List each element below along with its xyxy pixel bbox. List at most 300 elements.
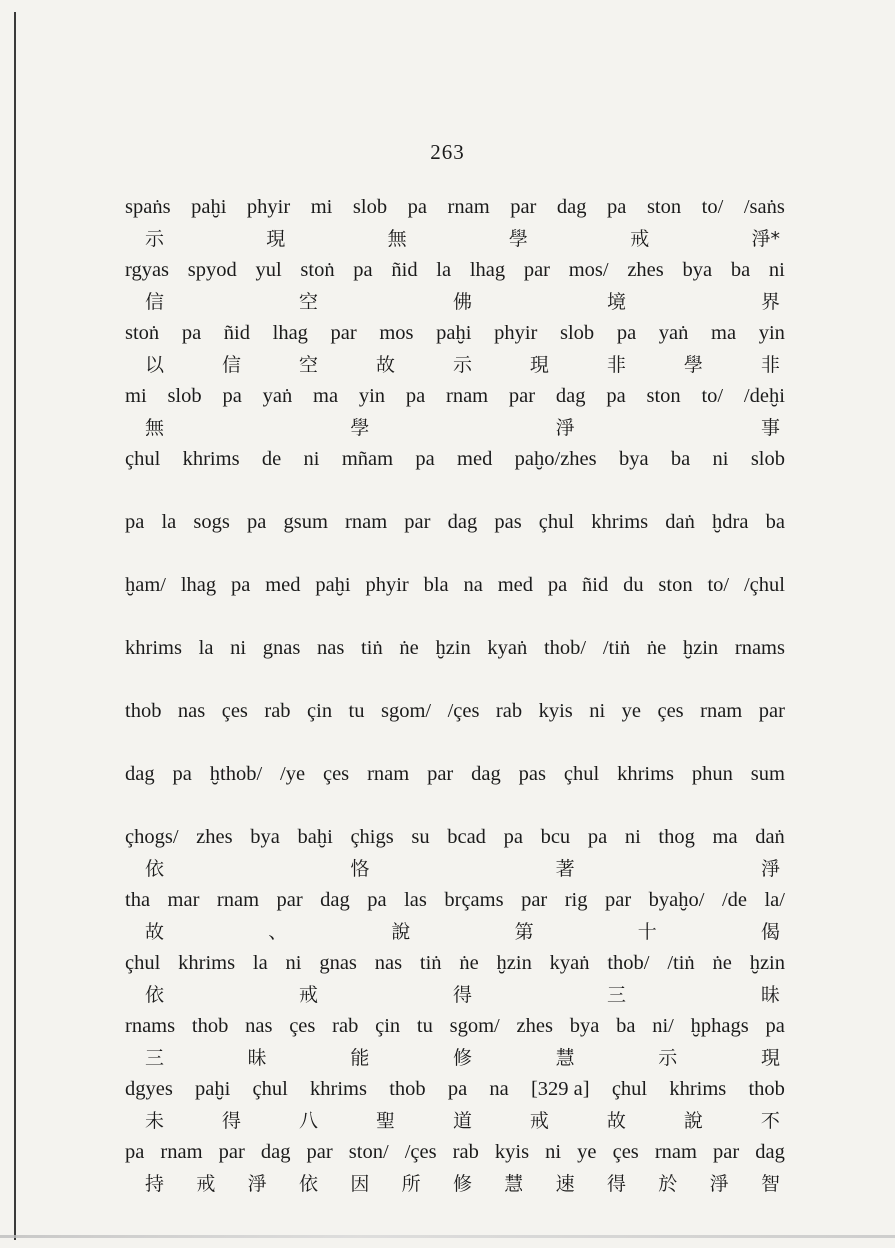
tibetan-word: rnams	[734, 637, 785, 659]
tibetan-word: rab	[332, 1015, 359, 1037]
chinese-gloss-char: 依	[145, 984, 165, 1006]
tibetan-word: to/	[707, 574, 730, 596]
tibetan-word: to/	[701, 385, 724, 407]
chinese-gloss-char: 十	[637, 921, 657, 943]
tibetan-word: daṅ	[755, 826, 785, 848]
tibetan-word: slob	[750, 448, 785, 470]
tibetan-word: na	[489, 1078, 509, 1100]
tibetan-word: thob	[125, 700, 162, 722]
tibetan-word: yul	[255, 259, 282, 281]
tibetan-word: ston/	[348, 1141, 389, 1163]
tibetan-word: ni	[712, 448, 729, 470]
tibetan-word: çhul	[563, 763, 600, 785]
chinese-gloss-line	[125, 227, 786, 251]
chinese-gloss-char: 不	[760, 1110, 780, 1132]
tibetan-word: zhes	[516, 1015, 553, 1037]
chinese-gloss-char: 界	[760, 291, 780, 313]
chinese-gloss-char: 說	[683, 1110, 703, 1132]
tibetan-word: ḫzin	[496, 952, 532, 974]
tibetan-line	[125, 698, 785, 724]
tibetan-word: paḫo/zhes	[514, 448, 597, 470]
tibetan-word: phyir	[365, 574, 409, 596]
tibetan-word: spaṅs	[125, 196, 171, 218]
tibetan-word: ni	[285, 952, 302, 974]
tibetan-word: pa	[606, 385, 626, 407]
tibetan-word: ba	[670, 448, 691, 470]
chinese-gloss-char: 得	[606, 1173, 626, 1195]
tibetan-word: rnams	[125, 1015, 176, 1037]
tibetan-word: mar	[167, 889, 200, 911]
tibetan-word: çes	[657, 700, 684, 722]
chinese-gloss-line	[125, 353, 786, 377]
chinese-gloss-char: 故	[145, 921, 165, 943]
chinese-gloss-char: 昧	[760, 984, 780, 1006]
tibetan-word: bya	[250, 826, 280, 848]
tibetan-word: ḫzin	[682, 637, 719, 659]
tibetan-line	[125, 509, 785, 535]
chinese-gloss-char: 現	[760, 1047, 780, 1069]
tibetan-word: çes	[322, 763, 350, 785]
chinese-gloss-char: 智	[760, 1173, 780, 1195]
chinese-gloss-char: 淨	[709, 1173, 729, 1195]
tibetan-word: khrims	[310, 1078, 367, 1100]
tibetan-word: slob	[560, 322, 595, 344]
tibetan-word: la	[161, 511, 177, 533]
chinese-gloss-char: 偈	[760, 921, 780, 943]
tibetan-word: dag	[260, 1141, 291, 1163]
tibetan-word: khrims	[182, 448, 240, 470]
tibetan-word: par	[276, 889, 303, 911]
chinese-gloss-char: 因	[350, 1173, 370, 1195]
tibetan-word: khrims	[178, 952, 236, 974]
tibetan-word: phyir	[494, 322, 538, 344]
tibetan-word: /saṅs	[743, 196, 785, 218]
tibetan-word: çes	[612, 1141, 639, 1163]
tibetan-word: ḫthob/	[209, 763, 263, 785]
chinese-gloss-char: 速	[555, 1173, 575, 1195]
tibetan-word: ba	[730, 259, 751, 281]
tibetan-word: pa	[172, 763, 192, 785]
tibetan-word: par	[605, 889, 632, 911]
chinese-gloss-char: 淨*	[751, 228, 780, 250]
tibetan-line	[125, 446, 785, 472]
tibetan-word: ni	[303, 448, 320, 470]
tibetan-word: thob/	[607, 952, 650, 974]
chinese-gloss-char: 淨	[555, 417, 575, 439]
tibetan-word: pa	[125, 511, 145, 533]
chinese-gloss-char: 淨	[247, 1173, 267, 1195]
tibetan-word: dag	[320, 889, 350, 911]
chinese-gloss-char: 信	[145, 291, 165, 313]
tibetan-word: daṅ	[665, 511, 695, 533]
tibetan-line	[125, 257, 785, 283]
tibetan-word: la	[252, 952, 268, 974]
tibetan-word: paḫi	[315, 574, 351, 596]
tibetan-word: pa	[125, 1141, 145, 1163]
tibetan-word: ma	[712, 826, 738, 848]
tibetan-word: slob	[167, 385, 202, 407]
tibetan-line	[125, 887, 785, 913]
tibetan-word: yaṅ	[658, 322, 689, 344]
chinese-gloss-char: 非	[760, 354, 780, 376]
tibetan-word: kyis	[494, 1141, 530, 1163]
chinese-gloss-char: 三	[606, 984, 626, 1006]
tibetan-word: bla	[423, 574, 449, 596]
chinese-gloss-char: 故	[375, 354, 395, 376]
tibetan-word: las	[404, 889, 427, 911]
tibetan-word: sum	[750, 763, 785, 785]
chinese-gloss-char: 事	[760, 417, 780, 439]
tibetan-word: çin	[375, 1015, 401, 1037]
chinese-gloss-char: 、	[268, 921, 288, 943]
tibetan-word: /tiṅ	[667, 952, 695, 974]
tibetan-word: yin	[358, 385, 386, 407]
tibetan-word: yaṅ	[262, 385, 293, 407]
tibetan-word: par	[218, 1141, 245, 1163]
tibetan-word: brçams	[444, 889, 504, 911]
tibetan-word: dag	[755, 1141, 785, 1163]
tibetan-word: ba	[765, 511, 785, 533]
chinese-gloss-char: 恪	[350, 858, 370, 880]
tibetan-word: /de	[721, 889, 747, 911]
tibetan-word: pas	[494, 511, 522, 533]
tibetan-word: par	[508, 385, 536, 407]
tibetan-line	[125, 1013, 785, 1039]
tibetan-word: stoṅ	[125, 322, 160, 344]
tibetan-word: rnam	[447, 196, 490, 218]
chinese-gloss-char: 得	[221, 1110, 241, 1132]
chinese-gloss-char: 昧	[247, 1047, 267, 1069]
tibetan-word: nas	[374, 952, 403, 974]
tibetan-word: khrims	[617, 763, 675, 785]
tibetan-word: thog	[658, 826, 695, 848]
tibetan-line	[125, 950, 785, 976]
tibetan-word: thob	[389, 1078, 426, 1100]
tibetan-word: bya	[618, 448, 649, 470]
tibetan-word: pa	[230, 574, 251, 596]
chinese-gloss-char: 戒	[298, 984, 318, 1006]
tibetan-word: stoṅ	[300, 259, 335, 281]
tibetan-word: baḫi	[297, 826, 333, 848]
tibetan-word: dag	[555, 385, 586, 407]
chinese-gloss-char: 無	[387, 228, 407, 250]
tibetan-word: ston	[646, 385, 681, 407]
tibetan-word: sgom/	[449, 1015, 500, 1037]
tibetan-word: çhul	[125, 448, 161, 470]
tibetan-word: tu	[416, 1015, 433, 1037]
tibetan-word: pa	[547, 574, 568, 596]
tibetan-word: ṅe	[646, 637, 667, 659]
tibetan-word: rab	[495, 700, 523, 722]
chinese-gloss-char: 慧	[504, 1173, 524, 1195]
tibetan-word: khrims	[125, 637, 182, 659]
tibetan-word: gnas	[262, 637, 301, 659]
tibetan-word: ḫdra	[712, 511, 749, 533]
chinese-gloss-char: 依	[298, 1173, 318, 1195]
binding-edge-line	[14, 12, 16, 1240]
tibetan-word: ni	[545, 1141, 562, 1163]
tibetan-word: la	[436, 259, 452, 281]
chinese-gloss-char: 慧	[555, 1047, 575, 1069]
tibetan-word: na	[463, 574, 483, 596]
tibetan-word: /çes	[447, 700, 480, 722]
tibetan-word: paḫi	[195, 1078, 231, 1100]
chinese-gloss-char: 第	[514, 921, 534, 943]
tibetan-word: to/	[701, 196, 724, 218]
tibetan-line	[125, 1076, 785, 1102]
tibetan-word: yin	[758, 322, 785, 344]
tibetan-word: mos/	[568, 259, 609, 281]
tibetan-word: ston	[646, 196, 682, 218]
tibetan-word: çhigs	[350, 826, 394, 848]
tibetan-word: nas	[317, 637, 345, 659]
chinese-gloss-line	[125, 290, 786, 314]
tibetan-line	[125, 1139, 785, 1165]
chinese-gloss-char: 淨	[760, 858, 780, 880]
tibetan-line	[125, 635, 785, 661]
tibetan-word: kyis	[538, 700, 573, 722]
tibetan-word: pa	[607, 196, 627, 218]
chinese-gloss-char: 現	[529, 354, 549, 376]
tibetan-word: bcu	[540, 826, 571, 848]
tibetan-word: byaḫo/	[648, 889, 705, 911]
tibetan-word: phyir	[246, 196, 291, 218]
chinese-gloss-line	[125, 1172, 786, 1196]
chinese-gloss-char: 學	[508, 228, 528, 250]
tibetan-word: khrims	[591, 511, 649, 533]
tibetan-word: mi	[310, 196, 333, 218]
tibetan-word: par	[306, 1141, 333, 1163]
chinese-gloss-char: 三	[145, 1047, 165, 1069]
tibetan-word: dag	[125, 763, 155, 785]
tibetan-word: rnam	[700, 700, 743, 722]
tibetan-word: lhag	[469, 259, 506, 281]
tibetan-word: [329 a]	[530, 1078, 590, 1100]
tibetan-word: rnam	[160, 1141, 203, 1163]
tibetan-word: ñid	[582, 574, 609, 596]
tibetan-line	[125, 320, 785, 346]
tibetan-word: ḫzin	[749, 952, 785, 974]
tibetan-word: dag	[471, 763, 501, 785]
tibetan-word: ṅe	[459, 952, 479, 974]
chinese-gloss-char: 持	[145, 1173, 165, 1195]
tibetan-word: par	[330, 322, 357, 344]
chinese-gloss-char: 戒	[630, 228, 650, 250]
tibetan-word: paḫi	[436, 322, 472, 344]
tibetan-word: thob/	[543, 637, 587, 659]
tibetan-word: /deḫi	[743, 385, 785, 407]
chinese-gloss-char: 學	[350, 417, 370, 439]
tibetan-word: de	[261, 448, 282, 470]
tibetan-word: ni	[230, 637, 247, 659]
tibetan-word: spyod	[187, 259, 237, 281]
tibetan-word: ye	[577, 1141, 597, 1163]
chinese-gloss-char: 示	[145, 228, 165, 250]
tibetan-word: dgyes	[125, 1078, 173, 1100]
tibetan-word: ni	[589, 700, 606, 722]
tibetan-word: su	[411, 826, 430, 848]
tibetan-word: pa	[181, 322, 202, 344]
chinese-gloss-line	[125, 1109, 786, 1133]
tibetan-word: tha	[125, 889, 151, 911]
tibetan-word: par	[713, 1141, 740, 1163]
tibetan-word: slob	[352, 196, 388, 218]
page-number: 263	[430, 140, 465, 164]
tibetan-word: sogs	[193, 511, 230, 533]
tibetan-word: par	[404, 511, 431, 533]
tibetan-word: pa	[367, 889, 387, 911]
tibetan-word: khrims	[669, 1078, 727, 1100]
chinese-gloss-char: 學	[683, 354, 703, 376]
chinese-gloss-char: 無	[145, 417, 165, 439]
tibetan-word: ni	[624, 826, 641, 848]
tibetan-word: ḫam/	[125, 574, 166, 596]
tibetan-word: zhes	[627, 259, 664, 281]
tibetan-word: çhul	[125, 952, 161, 974]
tibetan-word: rgyas	[125, 259, 170, 281]
tibetan-word: ma	[313, 385, 339, 407]
tibetan-word: rnam	[216, 889, 260, 911]
tibetan-word: mñam	[341, 448, 394, 470]
tibetan-word: ṅe	[399, 637, 419, 659]
tibetan-word: /çhul	[743, 574, 785, 596]
chinese-gloss-char: 現	[266, 228, 286, 250]
chinese-gloss-char: 能	[350, 1047, 370, 1069]
tibetan-word: rnam	[654, 1141, 697, 1163]
tibetan-word: dag	[447, 511, 478, 533]
chinese-gloss-char: 未	[145, 1110, 165, 1132]
tibetan-word: thob	[748, 1078, 785, 1100]
tibetan-word: tiṅ	[419, 952, 442, 974]
tibetan-word: pa	[616, 322, 637, 344]
tibetan-word: nas	[177, 700, 206, 722]
tibetan-word: çhogs/	[125, 826, 179, 848]
chinese-gloss-char: 故	[606, 1110, 626, 1132]
tibetan-word: rig	[564, 889, 588, 911]
tibetan-line	[125, 761, 785, 787]
chinese-gloss-char: 八	[298, 1110, 318, 1132]
chinese-gloss-char: 聖	[375, 1110, 395, 1132]
tibetan-word: phun	[691, 763, 733, 785]
tibetan-word: çes	[221, 700, 248, 722]
tibetan-word: kyaṅ	[487, 637, 528, 659]
tibetan-word: ni	[768, 259, 785, 281]
page-bottom-edge	[0, 1235, 895, 1238]
tibetan-line	[125, 383, 785, 409]
tibetan-word: lhag	[272, 322, 308, 344]
tibetan-word: med	[497, 574, 533, 596]
chinese-gloss-char: 佛	[452, 291, 472, 313]
tibetan-word: par	[510, 196, 537, 218]
tibetan-line	[125, 824, 785, 850]
tibetan-word: pa	[415, 448, 435, 470]
tibetan-word: med	[265, 574, 301, 596]
tibetan-line	[125, 572, 785, 598]
chinese-gloss-char: 修	[452, 1173, 472, 1195]
tibetan-word: pa	[247, 511, 267, 533]
tibetan-word: ma	[711, 322, 737, 344]
chinese-gloss-char: 信	[221, 354, 241, 376]
tibetan-word: ñid	[391, 259, 418, 281]
tibetan-word: mos	[379, 322, 414, 344]
chinese-gloss-char: 空	[298, 291, 318, 313]
tibetan-word: pa	[503, 826, 523, 848]
chinese-gloss-line	[125, 920, 786, 944]
tibetan-word: zhes	[196, 826, 233, 848]
chinese-gloss-line	[125, 416, 786, 440]
tibetan-word: ñid	[223, 322, 250, 344]
tibetan-word: pa	[407, 196, 427, 218]
tibetan-word: pas	[518, 763, 546, 785]
tibetan-word: mi	[125, 385, 147, 407]
chinese-gloss-char: 以	[145, 354, 165, 376]
tibetan-word: rnam	[367, 763, 410, 785]
tibetan-word: ye	[621, 700, 641, 722]
tibetan-word: ston	[658, 574, 693, 596]
chinese-gloss-char: 境	[606, 291, 626, 313]
tibetan-word: tiṅ	[361, 637, 383, 659]
tibetan-word: bcad	[447, 826, 486, 848]
tibetan-word: çhul	[611, 1078, 648, 1100]
tibetan-line	[125, 194, 785, 220]
tibetan-word: med	[457, 448, 493, 470]
tibetan-word: rab	[452, 1141, 479, 1163]
tibetan-word: rnam	[345, 511, 388, 533]
tibetan-word: la/	[764, 889, 785, 911]
chinese-gloss-char: 戒	[196, 1173, 216, 1195]
tibetan-word: pa	[765, 1015, 785, 1037]
chinese-gloss-char: 著	[555, 858, 575, 880]
tibetan-word: par	[521, 889, 548, 911]
tibetan-word: kyaṅ	[549, 952, 590, 974]
tibetan-word: rab	[264, 700, 291, 722]
chinese-gloss-char: 示	[658, 1047, 678, 1069]
tibetan-word: çhul	[538, 511, 575, 533]
chinese-gloss-line	[125, 857, 786, 881]
tibetan-word: /tiṅ	[602, 637, 631, 659]
tibetan-word: ṅe	[712, 952, 732, 974]
tibetan-word: çes	[289, 1015, 316, 1037]
tibetan-word: par	[427, 763, 454, 785]
chinese-gloss-char: 非	[606, 354, 626, 376]
chinese-gloss-char: 道	[452, 1110, 472, 1132]
tibetan-word: tu	[348, 700, 365, 722]
chinese-gloss-char: 得	[452, 984, 472, 1006]
chinese-gloss-char: 修	[452, 1047, 472, 1069]
tibetan-word: pa	[405, 385, 426, 407]
chinese-gloss-char: 戒	[529, 1110, 549, 1132]
tibetan-word: bya	[682, 259, 713, 281]
chinese-gloss-char: 說	[391, 921, 411, 943]
tibetan-word: pa	[222, 385, 242, 407]
tibetan-word: gnas	[319, 952, 357, 974]
chinese-gloss-line	[125, 983, 786, 1007]
chinese-gloss-line	[125, 1046, 786, 1070]
chinese-gloss-char: 示	[452, 354, 472, 376]
tibetan-word: çhul	[252, 1078, 288, 1100]
tibetan-word: çin	[307, 700, 333, 722]
chinese-gloss-char: 於	[658, 1173, 678, 1195]
tibetan-word: pa	[587, 826, 608, 848]
tibetan-word: lhag	[180, 574, 217, 596]
tibetan-word: la	[198, 637, 214, 659]
tibetan-word: dag	[556, 196, 587, 218]
tibetan-word: pa	[353, 259, 373, 281]
chinese-gloss-char: 依	[145, 858, 165, 880]
tibetan-word: /çes	[404, 1141, 437, 1163]
tibetan-word: paḫi	[191, 196, 227, 218]
tibetan-word: gsum	[283, 511, 328, 533]
